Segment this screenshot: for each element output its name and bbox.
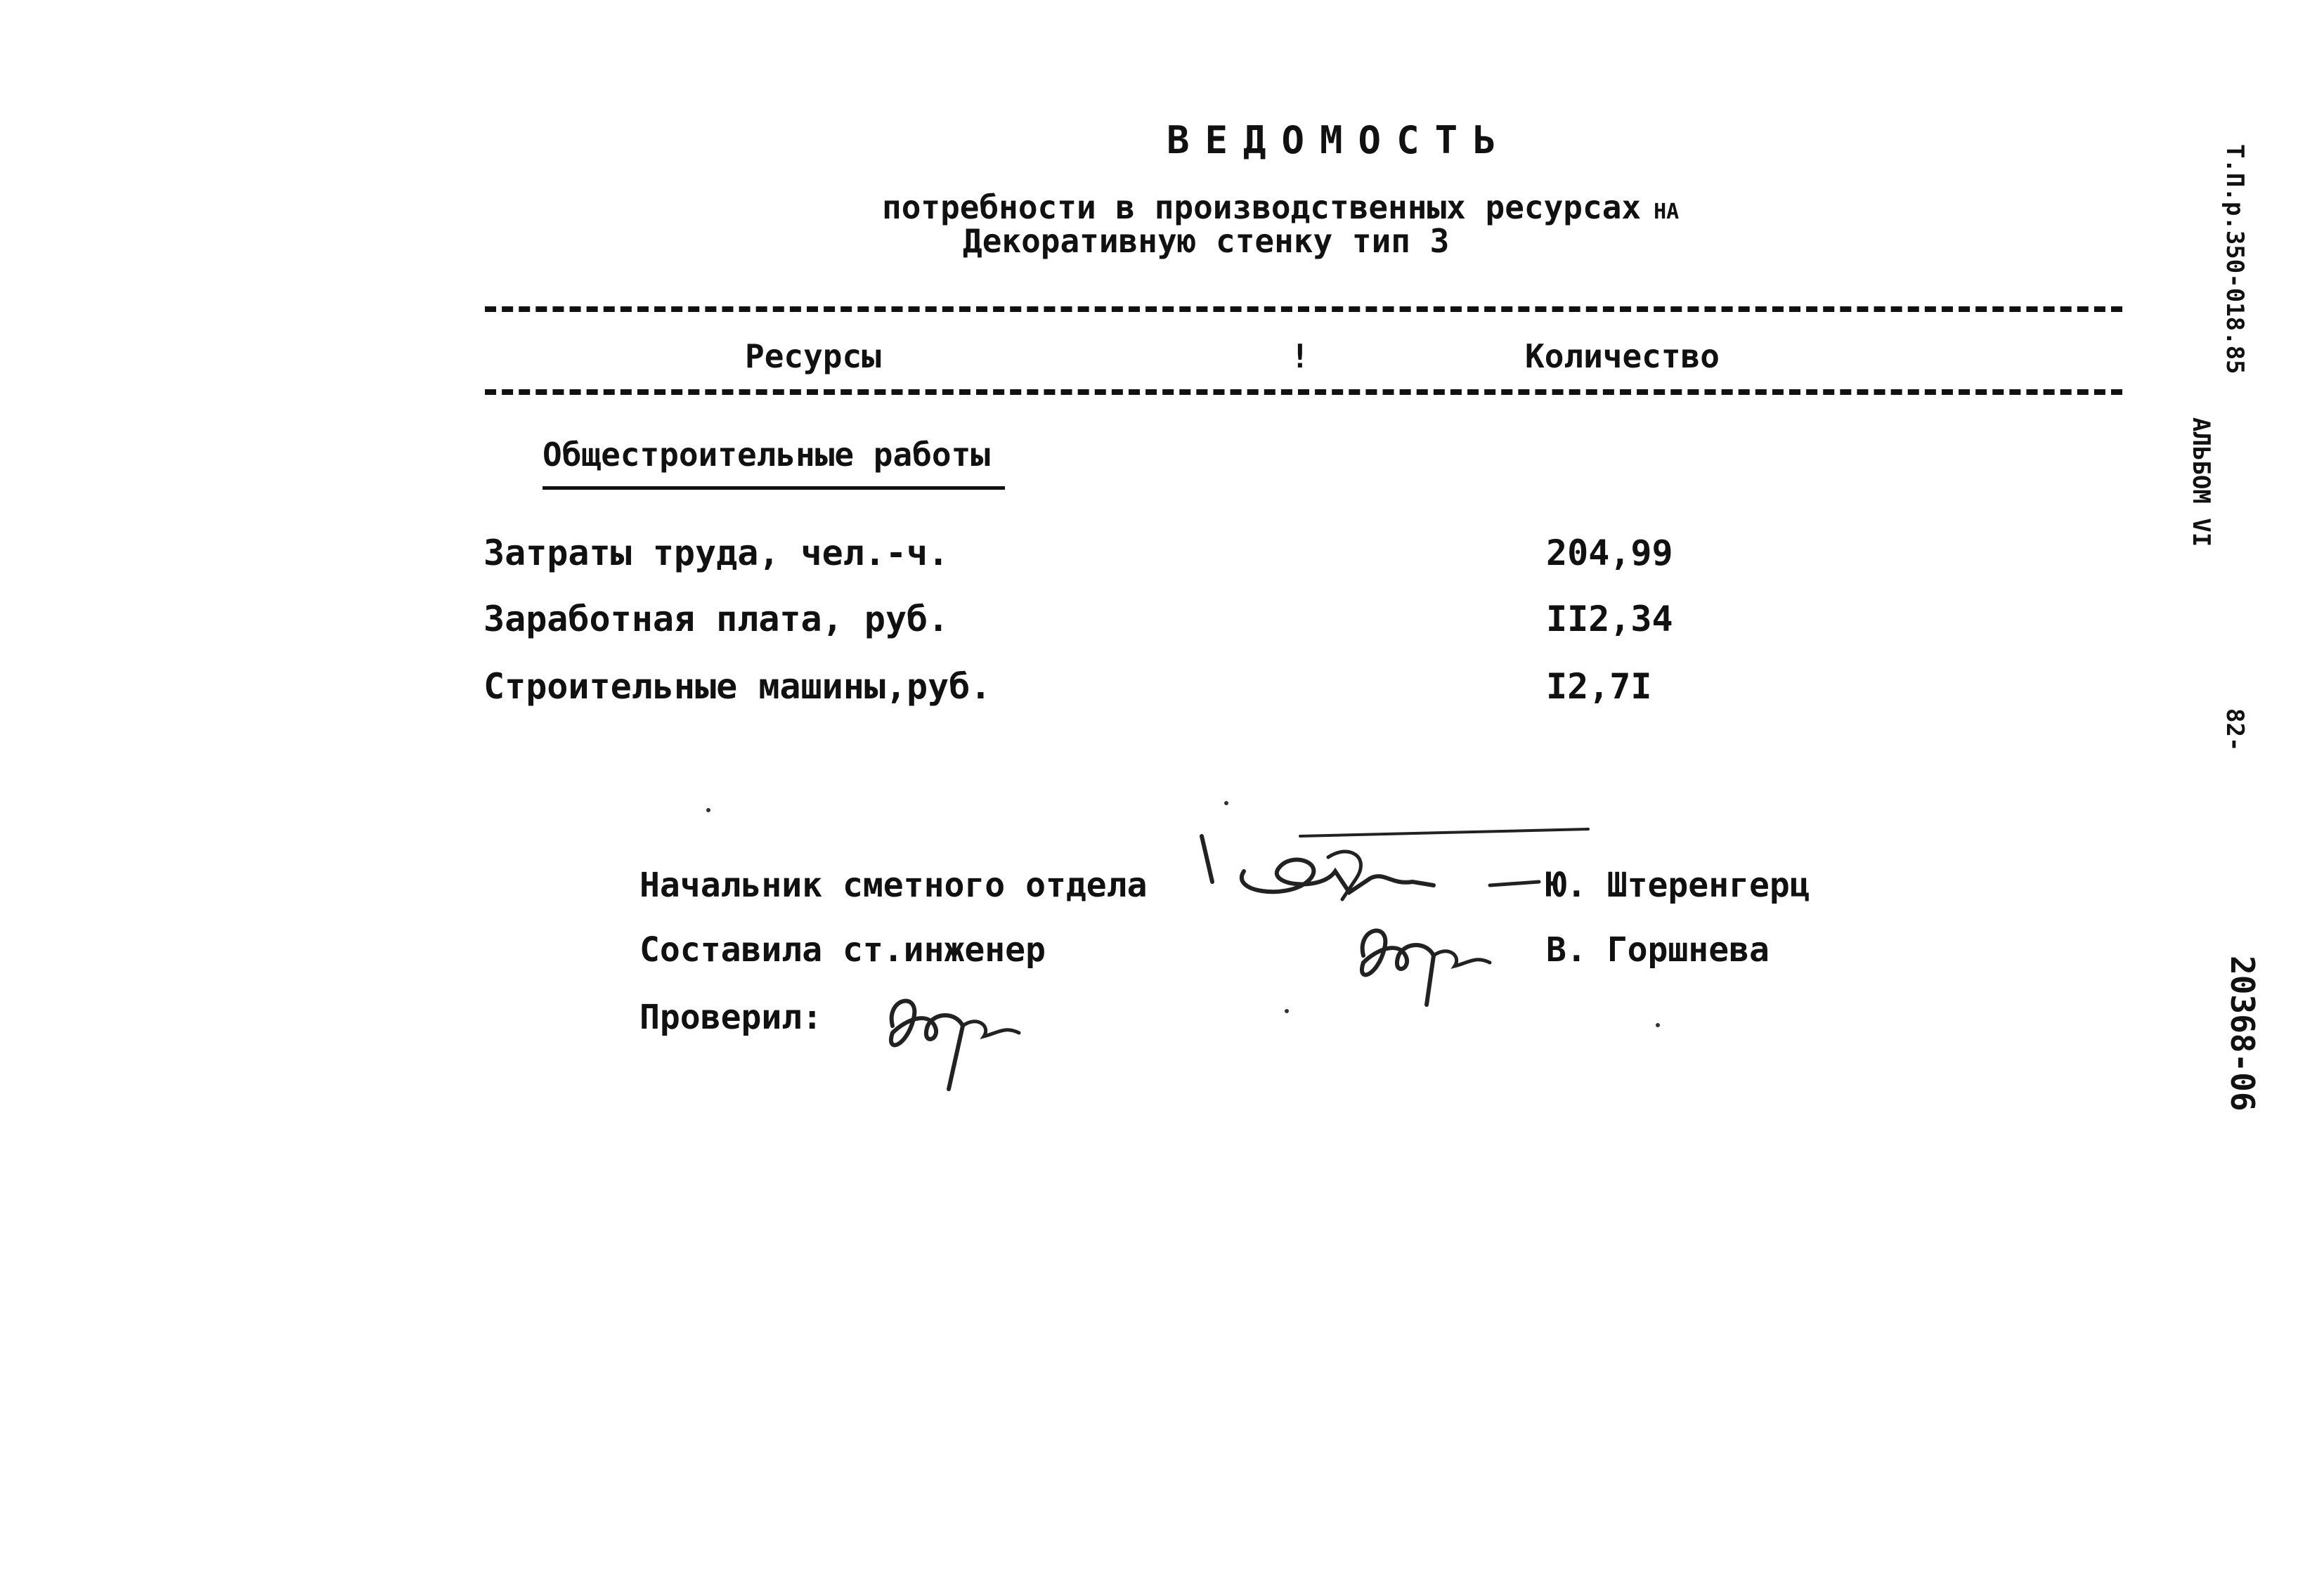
checked-signature bbox=[878, 984, 1033, 1096]
margin-doc-number: 20368-06 bbox=[2224, 956, 2261, 1112]
table-row-value: I2,7I bbox=[1546, 666, 1652, 707]
subtitle-line1-suffix: НА bbox=[1654, 200, 1680, 224]
compiled-signature bbox=[1349, 913, 1504, 1012]
subtitle-line1-text: потребности в производственных ресурсах bbox=[882, 188, 1642, 226]
section-title: Общестроительные работы bbox=[543, 436, 990, 474]
table-row-value: 204,99 bbox=[1546, 533, 1673, 573]
table-header-rule bbox=[485, 389, 2122, 395]
section-underline bbox=[543, 486, 1005, 490]
compiled-by-name: В. Горшнева bbox=[1546, 930, 1770, 970]
scan-speck bbox=[1285, 1009, 1289, 1013]
column-header-separator: ! bbox=[1290, 337, 1310, 375]
document-subtitle-line1 bbox=[882, 188, 1679, 226]
table-top-rule bbox=[485, 306, 2122, 312]
head-of-department-label: Начальник сметного отдела bbox=[640, 866, 1148, 905]
table-row-label: Затраты труда, чел.-ч. bbox=[483, 533, 949, 573]
compiled-by-label: Составила ст.инженер bbox=[640, 930, 1046, 970]
column-header-quantity: Количество bbox=[1525, 337, 1720, 375]
scan-speck bbox=[706, 808, 710, 812]
scan-speck bbox=[1656, 1023, 1660, 1027]
checked-by-label: Проверил: bbox=[640, 998, 823, 1037]
document-subtitle-line2: Декоративную стенку тип 3 bbox=[963, 222, 1450, 260]
table-row-label: Заработная плата, руб. bbox=[483, 599, 949, 639]
scan-speck bbox=[1224, 801, 1228, 805]
head-of-department-name: Ю. Штеренгерц bbox=[1546, 866, 1810, 905]
table-row-value: II2,34 bbox=[1546, 599, 1673, 639]
head-signature bbox=[1188, 815, 1609, 913]
table-row-label: Строительные машины,руб. bbox=[483, 666, 992, 707]
document-title: ВЕДОМОСТЬ bbox=[1167, 118, 1512, 162]
margin-page: 82- bbox=[2221, 708, 2249, 752]
margin-ref-code: Т.П.р.350-018.85 bbox=[2221, 144, 2249, 375]
margin-album: АЛЬБОМ VI bbox=[2187, 417, 2215, 547]
column-header-resources: Ресурсы bbox=[745, 337, 881, 375]
